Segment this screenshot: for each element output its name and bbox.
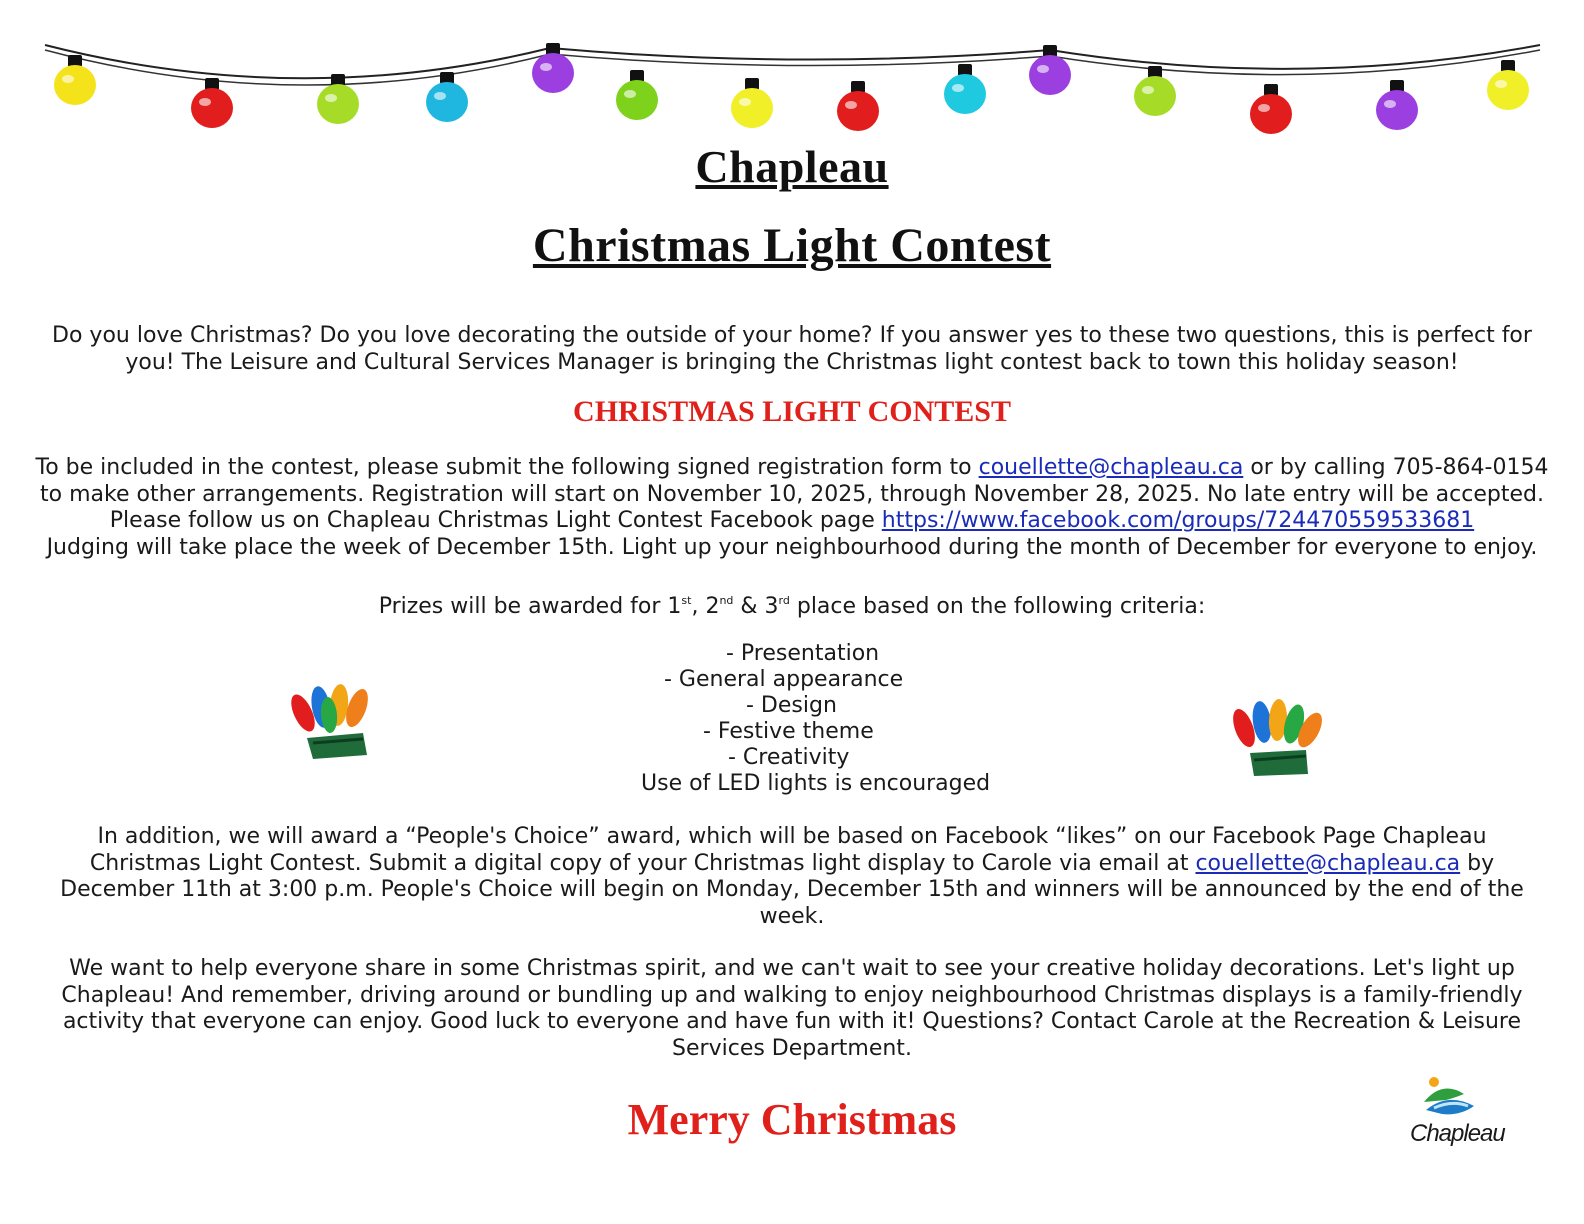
light-bulb (532, 53, 574, 93)
criteria-item: - Design (746, 693, 837, 718)
chapleau-logo-icon (1410, 1072, 1505, 1162)
registration-line: Judging will take place the week of December 15th. Light up your neighbourhood during the month of December for everyone to enjoy. (46, 534, 1538, 560)
bulb-highlight (1258, 104, 1270, 112)
bulb-highlight (540, 63, 552, 71)
closing-line: We want to help everyone share in some Christmas spirit, and we can't wait to see your creative holiday decorations. Let's light up (69, 956, 1515, 981)
bulb-highlight (1142, 86, 1154, 94)
light-bulb (1134, 76, 1176, 116)
light-bulb (1250, 94, 1292, 134)
closing-line: Services Department. (672, 1035, 912, 1061)
peoples-choice-line: In addition, we will award a “People's Choice” award, which will be based on Facebook “likes” on our Facebook Page Chapleau (97, 824, 1487, 849)
led-cluster-left-icon (285, 683, 385, 765)
bulb-highlight (624, 90, 636, 98)
christmas-lights-garland (0, 30, 1584, 155)
led-note: Use of LED lights is encouraged (641, 771, 991, 796)
bulb-highlight (1384, 100, 1396, 108)
closing-line: Chapleau! And remember, driving around or bundling up and walking to enjoy neighbourhood Christmas displays is a family-friendly (61, 982, 1523, 1008)
light-bulb (837, 91, 879, 131)
prizes-part: place based on the following criteria: (789, 594, 1206, 619)
intro-line: you! The Leisure and Cultural Services Manager is bringing the Christmas light contest back to town this holiday season! (125, 349, 1459, 375)
bulb-highlight (739, 98, 751, 106)
email-link[interactable]: couellette@chapleau.ca (1195, 850, 1461, 876)
logo-wordmark: Chapleau (1410, 1120, 1505, 1147)
intro-paragraph (0, 323, 1584, 376)
criteria-item: - General appearance (664, 667, 904, 692)
registration-line (0, 455, 1584, 482)
peoples-choice-line (0, 851, 1584, 878)
registration-line: to make other arrangements. Registration will start on November 10, 2025, through November 28, 2025. No late entry will be accepted. (40, 481, 1544, 507)
prizes-part: , 2 (691, 594, 720, 619)
registration-text: Please follow us on Chapleau Christmas Light Contest Facebook page (109, 508, 882, 533)
registration-paragraph (0, 455, 1584, 561)
facebook-link[interactable]: https://www.facebook.com/groups/724470559533681 (881, 508, 1475, 533)
ordinal-suffix: nd (719, 594, 734, 607)
peoples-choice-line: December 11th at 3:00 p.m. People's Choice will begin on Monday, December 15th and winners will be announced by the end of the (60, 877, 1524, 902)
closing-paragraph (0, 956, 1584, 1062)
closing-line: activity that everyone can enjoy. Good luck to everyone and have fun with it! Questions? Contact Carole at the Recreation & Leisure (62, 1009, 1522, 1034)
registration-text: To be included in the contest, please submit the following signed registration form to (35, 455, 979, 480)
criteria-item: - Creativity (728, 745, 850, 770)
page-title-line2: Christmas Light Contest (532, 219, 1052, 272)
bulb-highlight (1495, 80, 1507, 88)
bulb-highlight (952, 84, 964, 92)
light-bulb (191, 88, 233, 128)
ordinal-suffix: st (681, 594, 692, 607)
light-bulb (317, 84, 359, 124)
light-bulb (54, 65, 96, 105)
peoples-choice-line: week. (759, 903, 825, 929)
light-bulb (616, 80, 658, 120)
page-title-line1: Chapleau (695, 141, 889, 192)
peoples-choice-text: Christmas Light Contest. Submit a digital copy of your Christmas light display to Carole via email at (89, 850, 1196, 876)
light-bulb (944, 74, 986, 114)
prizes-text (0, 588, 1584, 621)
bulb-highlight (845, 101, 857, 109)
bulb-highlight (199, 98, 211, 106)
light-bulb (426, 82, 468, 122)
criteria-item: - Presentation (726, 641, 880, 666)
prizes-part: Prizes will be awarded for 1 (378, 594, 682, 619)
light-bulb (1487, 70, 1529, 110)
criteria-item: - Festive theme (703, 719, 874, 744)
intro-line: Do you love Christmas? Do you love decorating the outside of your home? If you answer yes to these two questions, this is perfect for (52, 323, 1532, 348)
prizes-line (0, 588, 1584, 621)
light-bulb (731, 88, 773, 128)
light-bulb (1376, 90, 1418, 130)
bulb-highlight (1037, 65, 1049, 73)
bulb-highlight (325, 94, 337, 102)
bulb-highlight (434, 92, 446, 100)
peoples-choice-text: by (1460, 850, 1495, 876)
peoples-choice-paragraph (0, 824, 1584, 930)
registration-text: or by calling 705-864-0154 (1243, 455, 1549, 480)
registration-line (0, 508, 1584, 535)
bulb-highlight (62, 75, 74, 83)
ordinal-suffix: rd (778, 594, 790, 607)
prizes-part: & 3 (733, 594, 779, 619)
email-link[interactable]: couellette@chapleau.ca (978, 455, 1244, 480)
led-cluster-right-icon (1228, 698, 1328, 780)
merry-christmas-heading: Merry Christmas (627, 1095, 957, 1144)
contest-heading: CHRISTMAS LIGHT CONTEST (573, 395, 1011, 428)
light-bulb (1029, 55, 1071, 95)
